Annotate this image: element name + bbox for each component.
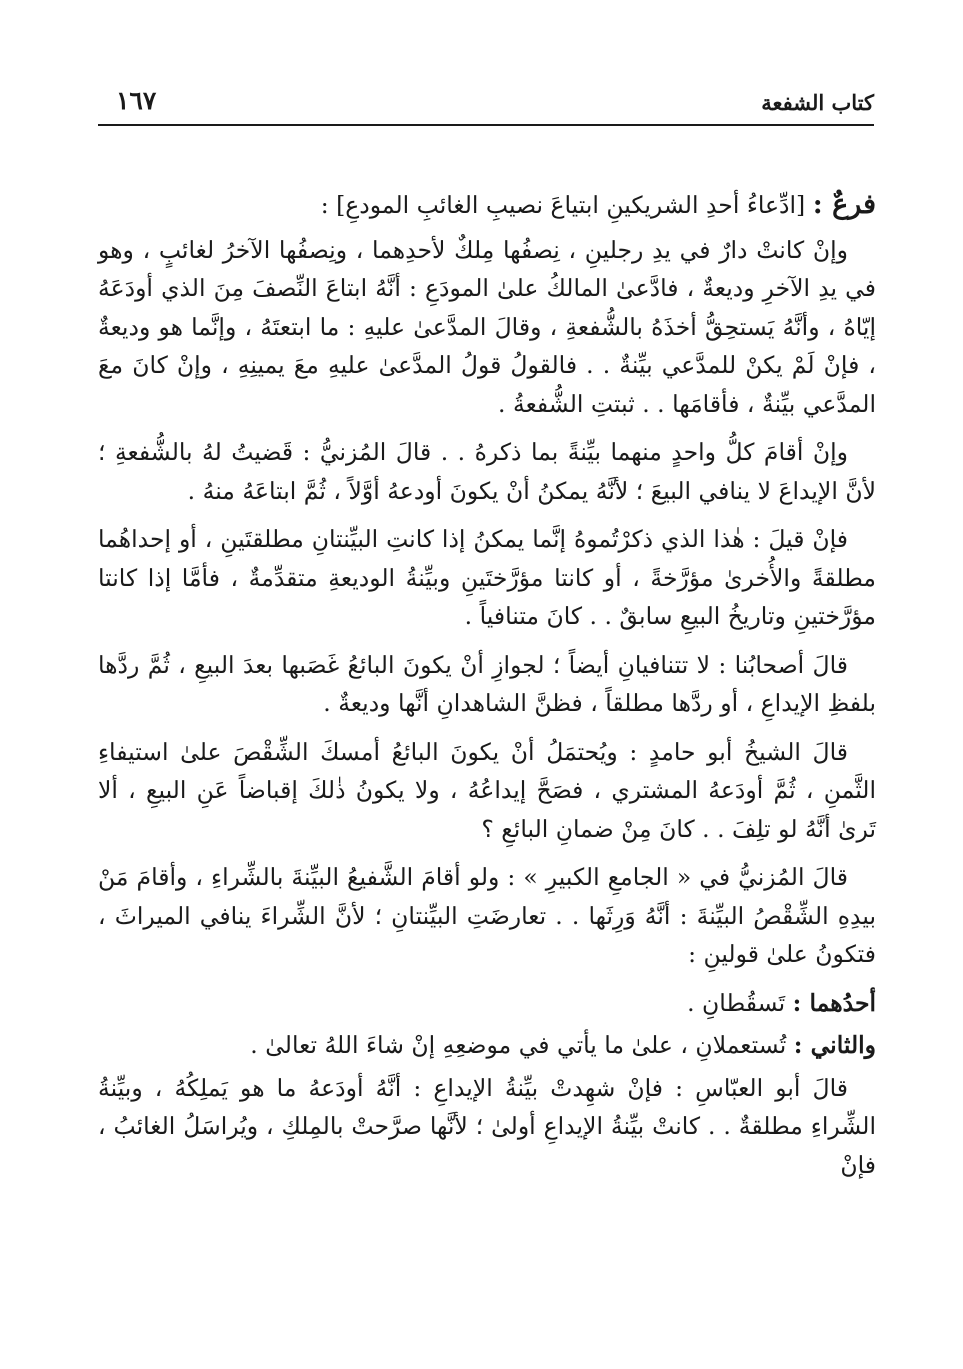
running-title: كتاب الشفعة (761, 90, 874, 115)
second-opinion-label: والثاني : (793, 1031, 876, 1059)
first-opinion-text: تَسقُطانِ . (687, 988, 786, 1017)
paragraph-3: فإنْ قيلَ : هٰذا الذي ذكرْتُموهُ إنَّما يمكنُ إذا كانتِ البيِّنتانِ مطلقتَينِ ، أو إحداهُما مطلقةً والأُخرىٰ مؤرَّخةً ، أو كانتا مؤرَّختَينِ وبيِّنةُ الوديعةِ متقدِّمةٌ ، فأمَّا إذا كانتا مؤرَّختينِ وتاريخُ البيعِ سابقٌ . . كانَ متنافياً . (98, 525, 876, 630)
paragraph-1: وإنْ كانتْ دارٌ في يدِ رجلينِ ، نِصفُها مِلكٌ لأحدِهما ، ونِصفُها الآخرُ لغائبٍ ، وهو في يدِ الآخرِ وديعةٌ ، فادَّعىٰ المالكُ علىٰ المودَعِ : أنَّهُ ابتاعَ النِّصفَ مِنَ الذي أودَعَهُ إيّاهُ ، وأنَّهُ يَستحِقُّ أخذَهُ بالشُّفعةِ ، وقالَ المدَّعىٰ عليهِ : ما ابتعتَهُ ، وإنَّما هو وديعةٌ ، فإنْ لَمْ يكنْ للمدَّعي بيِّنةٌ . . فالقولُ قولُ المدَّعىٰ عليهِ معَ يمينِهِ ، وإنْ كانَ معَ المدَّعي بيِّنةٌ ، فأقامَها . . ثبتتِ الشُّفعةُ . (98, 235, 876, 418)
first-opinion-label: أحدُهما : (792, 988, 876, 1017)
paragraph-2: وإنْ أقامَ كلُّ واحدٍ منهما بيِّنةً بما ذكرهُ . . قالَ المُزنيُّ : قَضيتُ لهُ بالشُّفعةِ ؛ لأنَّ الإيداعَ لا ينافي البيعَ ؛ لأنَّهُ يمكنُ أنْ يكونَ أودعهُ أوَّلاً ، ثُمَّ ابتاعَهُ منهُ . (98, 438, 876, 505)
paragraph-4: قالَ أصحابُنا : لا تتنافيانِ أيضاً ؛ لجوازِ أنْ يكونَ البائعُ غَصَبها بعدَ البيعِ ، ثُمَّ ردَّها بلفظِ الإيداعِ ، أو ردَّها مطلقاً ، فظنَّ الشاهدانِ أنَّها وديعةٌ . (98, 650, 876, 717)
section-heading (98, 186, 876, 225)
header-divider (98, 124, 874, 126)
paragraph-9: قالَ أبو العبّاسِ : فإنْ شهِدتْ بيِّنةُ الإيداعِ : أنَّهُ أودَعهُ ما هو يَملِكُهُ ، وبيِّنةُ الشِّراءِ مطلقةٌ . . كانتْ بيِّنةُ الإيداعِ أولىٰ ؛ لأنَّها صرَّحتْ بالمِلكِ ، ويُراسَلُ الغائبُ ، فإنْ (98, 1073, 876, 1179)
page-number: ١٦٧ (116, 86, 157, 115)
main-text (98, 186, 876, 1194)
paragraph-first-opinion (98, 984, 876, 1023)
second-opinion-text: تُستعملانِ ، علىٰ ما يأتي في موضعِهِ إنْ شاءَ اللهُ تعالىٰ . (250, 1031, 787, 1059)
section-heading-title: [ادِّعاءُ أحدِ الشريكينِ ابتياعَ نصيبِ الغائبِ المودعِ] : (320, 191, 806, 219)
paragraph-5: قالَ الشيخُ أبو حامدٍ : ويُحتمَلُ أنْ يكونَ البائعُ أمسكَ الشِّقْصَ علىٰ استيفاءِ الثَّمنِ ، ثُمَّ أودَعهُ المشتري ، فصَحَّ إيداعُهُ ، ولا يكونُ ذٰلكَ إقباضاً عَنِ البيعِ ، ألا تَرىٰ أنَّهُ لو تلِفَ . . كانَ مِنْ ضمانِ البائعِ ؟ (98, 737, 876, 843)
paragraph-6: قالَ المُزنيُّ في « الجامعِ الكبيرِ » : ولو أقامَ الشَّفيعُ البيِّنةَ بالشِّراءِ ، وأقامَ مَنْ بيدِهِ الشِّقْصُ البيِّنةَ : أنَّهُ وَرِثَها . . تعارضَتِ البيِّنتانِ ؛ لأنَّ الشِّراءَ ينافي الميراثَ ، فتكونُ علىٰ قولينِ : (98, 863, 876, 968)
page-header (98, 84, 874, 124)
paragraph-second-opinion (98, 1026, 876, 1065)
section-heading-lead: فرعٌ : (812, 189, 876, 220)
